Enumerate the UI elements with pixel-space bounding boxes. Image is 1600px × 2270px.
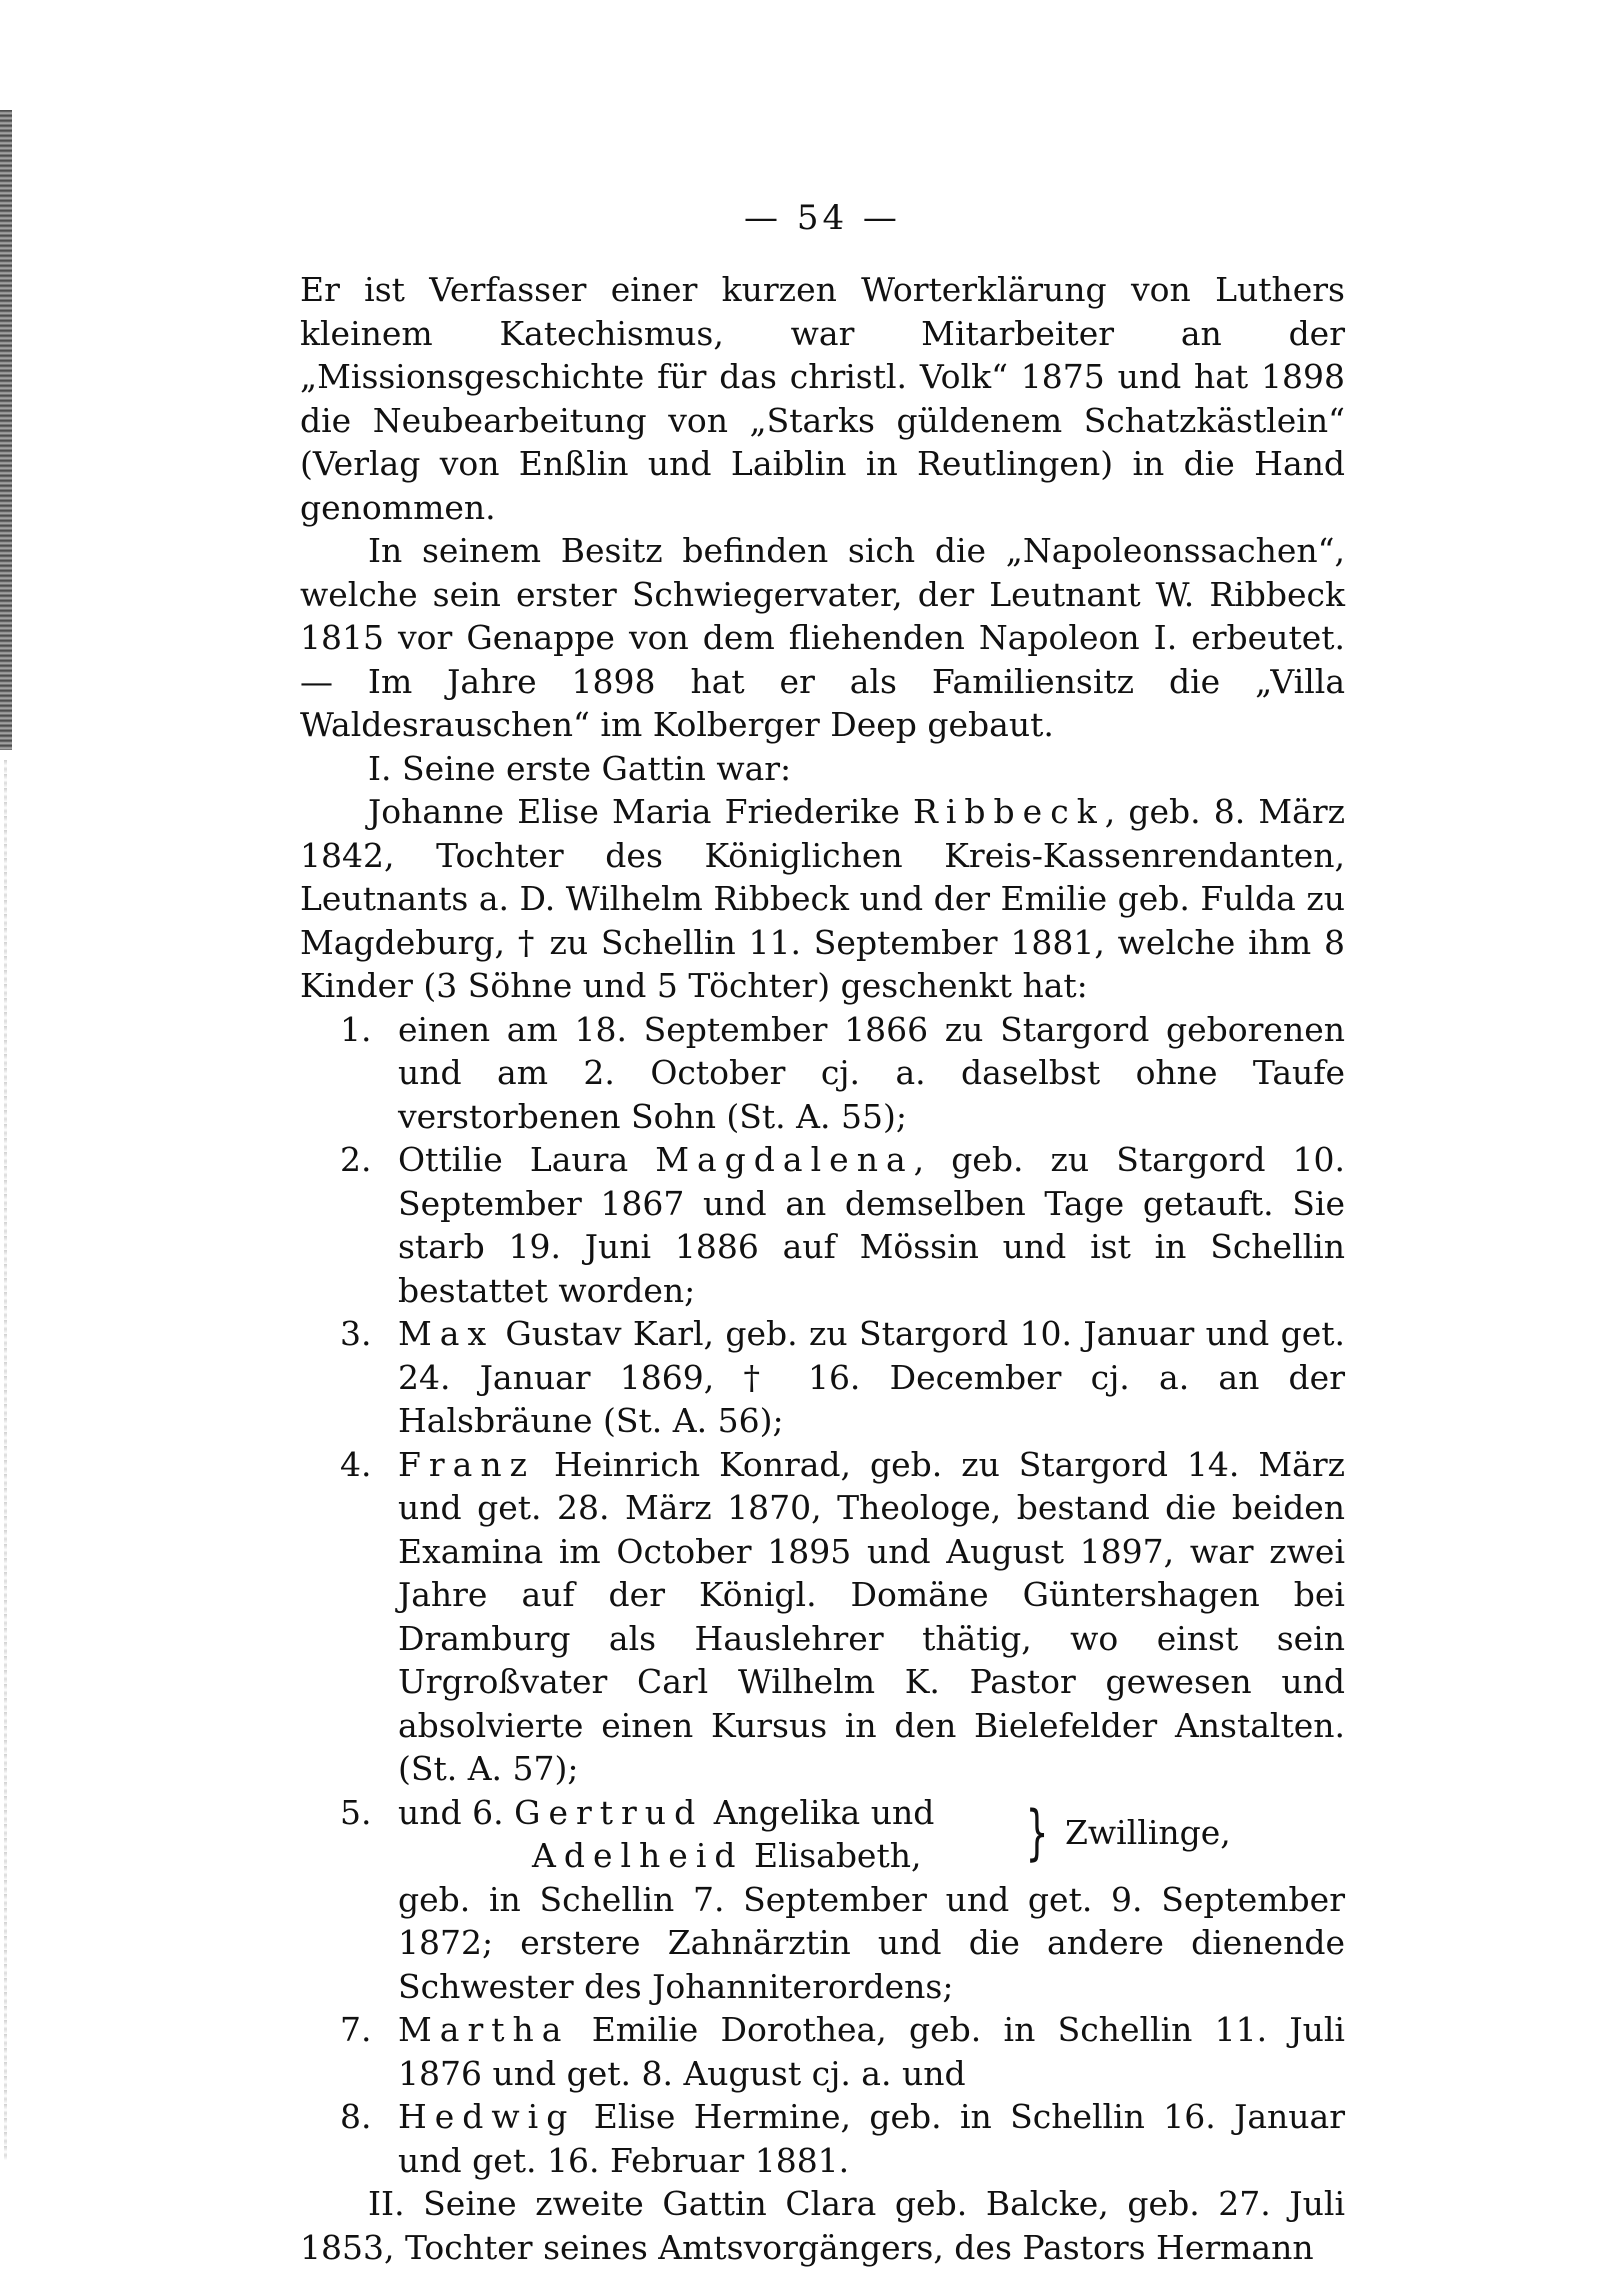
entry-pre: Ottilie Laura xyxy=(398,1140,656,1179)
wife-details: , geb. 8. März 1842, Tochter des Königlichen Kreis-Kassenrendanten, Leutnants a. D. Wilhelm Ribbeck und der Emilie geb. Fulda zu Magdeburg, † zu Schellin 11. September 1881, welche ihm 8 Kinder (3 Söhne und 5 Töchter) geschenkt hat: xyxy=(300,792,1345,1005)
twin-name-2-rest: Elisabeth, xyxy=(743,1835,922,1875)
entry-number: 1. xyxy=(340,1009,372,1049)
entry-number: 8. xyxy=(340,2097,372,2136)
child-entry-4 xyxy=(300,1443,1345,1791)
entry-text: Gustav Karl, geb. zu Stargord 10. Januar und get. 24. Januar 1869, † 16. December cj. a. an der Halsbräune (St. A. 56); xyxy=(398,1314,1345,1440)
twins-label: Zwillinge, xyxy=(1065,1812,1231,1852)
child-entry-2 xyxy=(300,1138,1345,1312)
body-text xyxy=(300,268,1345,2269)
paragraph-second-wife: II. Seine zweite Gattin Clara geb. Balcke, geb. 27. Juli 1853, Tochter seines Amtsvorgängers, des Pastors Hermann xyxy=(300,2184,1345,2267)
twin-name-1: Gertrud xyxy=(514,1792,704,1832)
entry-spaced-name: Martha xyxy=(398,2010,570,2049)
document-page xyxy=(300,0,1345,2270)
entry-text: Elise Hermine, geb. in Schellin 16. Januar und get. 16. Februar 1881. xyxy=(398,2097,1345,2180)
twins-details: geb. in Schellin 7. September und get. 9. September 1872; erstere Zahnärztin und die andere dienende Schwester des Johanniterordens; xyxy=(398,1879,1345,2006)
entry-spaced-name: Franz xyxy=(398,1444,535,1484)
paragraph-first-wife-heading: I. Seine erste Gattin war: xyxy=(368,748,792,788)
entry-number: 3. xyxy=(340,1314,372,1353)
twin-name-2: Adelheid xyxy=(532,1835,744,1875)
entry-text: Heinrich Konrad, geb. zu Stargord 14. März und get. 28. März 1870, Theologe, bestand die beiden Examina im October 1895 und August 1897, war zwei Jahre auf der Königl. Domäne Güntershagen bei Dramburg als Hauslehrer thätig, wo einst sein Urgroßvater Carl Wilhelm K. Pastor gewesen und absolvierte einen Kursus in den Bielefelder Anstalten. (St. A. 57); xyxy=(398,1444,1345,1788)
entry-spaced-name: Magdalena xyxy=(655,1140,914,1179)
paragraph-author-works: Er ist Verfasser einer kurzen Worterklärung von Luthers kleinem Katechismus, war Mitarbeiter an der „Missionsgeschichte für das christl. Volk“ 1875 und hat 1898 die Neubearbeitung von „Starks güldenem Schatzkästlein“ (Verlag von Enßlin und Laiblin in Reutlingen) in die Hand genommen. xyxy=(300,270,1345,527)
paragraph-first-wife xyxy=(300,790,1345,1008)
entry-number: 4. xyxy=(340,1444,372,1484)
entry-number: 2. xyxy=(340,1140,372,1179)
wife-name: Johanne Elise Maria Friederike xyxy=(368,792,914,831)
entry-text: einen am 18. September 1866 zu Stargord geborenen und am 2. October cj. a. daselbst ohne Taufe verstorbenen Sohn (St. A. 55); xyxy=(398,1009,1345,1136)
page-number: — 54 — xyxy=(744,198,901,238)
child-entry-3 xyxy=(300,1312,1345,1443)
entry-text: Emilie Dorothea, geb. in Schellin 11. Juli 1876 und get. 8. August cj. a. und xyxy=(398,2010,1345,2093)
twin-und: und 6. xyxy=(398,1792,515,1832)
scan-edge-dots xyxy=(4,760,7,2160)
child-entry-8 xyxy=(300,2095,1345,2182)
wife-surname: Ribbeck xyxy=(913,792,1105,831)
child-entry-5-6-twins xyxy=(300,1791,1345,1878)
entry-number: 5. xyxy=(340,1792,372,1832)
child-entry-1 xyxy=(300,1008,1345,1139)
twin-line-2 xyxy=(532,1834,921,1878)
brace-icon: } xyxy=(1025,1797,1049,1868)
scan-edge-artifact xyxy=(0,110,12,750)
twin-line-1 xyxy=(398,1791,934,1835)
entry-text: , geb. zu Stargord 10. September 1867 und an demselben Tage getauft. Sie starb 19. Juni 1886 auf Mössin und ist in Schellin bestattet worden; xyxy=(398,1140,1346,1310)
child-entry-7 xyxy=(300,2008,1345,2095)
entry-spaced-name: Max xyxy=(398,1314,495,1353)
paragraph-napoleon: In seinem Besitz befinden sich die „Napoleonssachen“, welche sein erster Schwiegervater, der Leutnant W. Ribbeck 1815 vor Genappe von dem fliehenden Napoleon I. erbeutet. — Im Jahre 1898 hat er als Familiensitz die „Villa Waldesrauschen“ im Kolberger Deep gebaut. xyxy=(300,531,1345,744)
entry-spaced-name: Hedwig xyxy=(398,2097,576,2136)
twin-name-1-rest: Angelika und xyxy=(703,1792,935,1832)
entry-number: 7. xyxy=(340,2010,372,2049)
